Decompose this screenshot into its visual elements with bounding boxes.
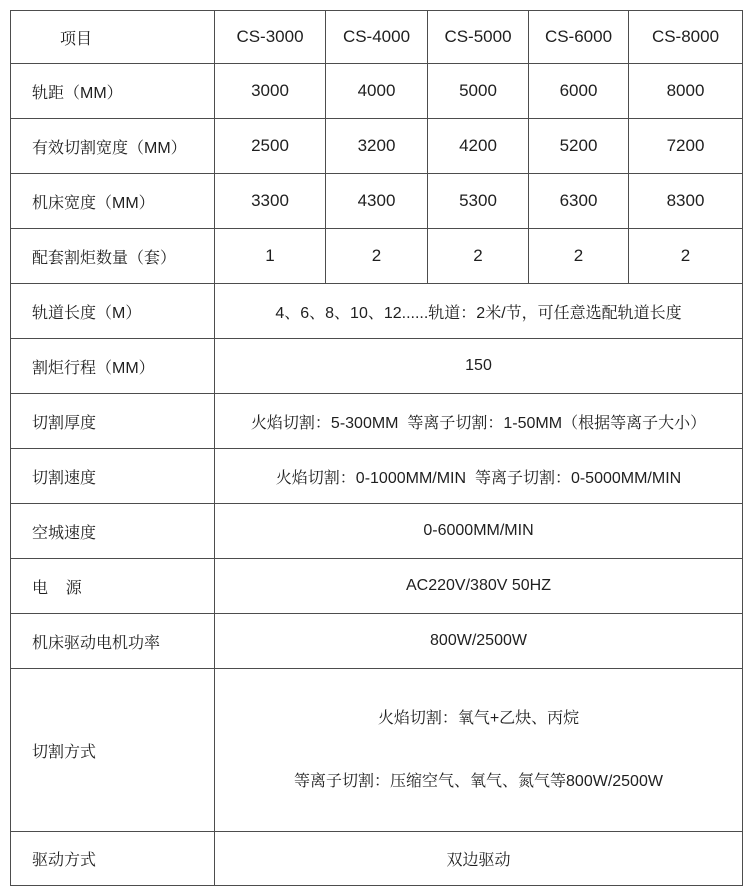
header-model-cs8000: CS-8000 bbox=[629, 11, 743, 64]
table-header-row bbox=[11, 11, 743, 64]
spec-value: 2 bbox=[629, 229, 743, 284]
spec-value: 2 bbox=[529, 229, 629, 284]
row-label: 有效切割宽度（MM） bbox=[11, 119, 215, 174]
row-label: 电 源 bbox=[11, 559, 215, 614]
spec-value: 4200 bbox=[428, 119, 529, 174]
merged-value-line: 火焰切割：氧气+乙炔、丙烷 bbox=[377, 710, 580, 727]
spec-value: 2500 bbox=[215, 119, 326, 174]
row-label: 切割厚度 bbox=[11, 394, 215, 449]
row-label: 机床宽度（MM） bbox=[11, 174, 215, 229]
row-label: 配套割炬数量（套） bbox=[11, 229, 215, 284]
row-label: 轨道长度（M） bbox=[11, 284, 215, 339]
merged-value: 双边驱动 bbox=[215, 832, 743, 886]
table-row-cut-method bbox=[11, 669, 743, 832]
table-row-effective-cut-width bbox=[11, 119, 743, 174]
spec-value: 2 bbox=[326, 229, 428, 284]
header-item-cell: 项目 bbox=[11, 11, 215, 64]
merged-value bbox=[215, 669, 743, 832]
header-model-cs4000: CS-4000 bbox=[326, 11, 428, 64]
header-model-cs6000: CS-6000 bbox=[529, 11, 629, 64]
merged-value: 火焰切割：0-1000MM/MIN 等离子切割：0-5000MM/MIN bbox=[215, 449, 743, 504]
table-row-power-supply bbox=[11, 559, 743, 614]
row-label: 空城速度 bbox=[11, 504, 215, 559]
table-row-drive-method bbox=[11, 832, 743, 886]
spec-table bbox=[10, 10, 743, 886]
row-label: 机床驱动电机功率 bbox=[11, 614, 215, 669]
spec-value: 4300 bbox=[326, 174, 428, 229]
spec-value: 1 bbox=[215, 229, 326, 284]
merged-value: 4、6、8、10、12......轨道：2米/节，可任意选配轨道长度 bbox=[215, 284, 743, 339]
header-model-cs3000: CS-3000 bbox=[215, 11, 326, 64]
merged-value: 150 bbox=[215, 339, 743, 394]
row-label: 割炬行程（MM） bbox=[11, 339, 215, 394]
spec-value: 8300 bbox=[629, 174, 743, 229]
table-row-cut-speed bbox=[11, 449, 743, 504]
spec-value: 3000 bbox=[215, 64, 326, 119]
row-label: 轨距（MM） bbox=[11, 64, 215, 119]
spec-value: 5000 bbox=[428, 64, 529, 119]
table-row-track-length bbox=[11, 284, 743, 339]
spec-value: 3300 bbox=[215, 174, 326, 229]
table-row-idle-speed bbox=[11, 504, 743, 559]
table-row-rail-gauge bbox=[11, 64, 743, 119]
spec-value: 6000 bbox=[529, 64, 629, 119]
table-row-torch-stroke bbox=[11, 339, 743, 394]
merged-value: 800W/2500W bbox=[215, 614, 743, 669]
spec-value: 8000 bbox=[629, 64, 743, 119]
table-row-cut-thickness bbox=[11, 394, 743, 449]
merged-value-line: 等离子切割：压缩空气、氧气、氮气等800W/2500W bbox=[294, 773, 663, 790]
merged-value: 0-6000MM/MIN bbox=[215, 504, 743, 559]
table-row-machine-width bbox=[11, 174, 743, 229]
spec-value: 7200 bbox=[629, 119, 743, 174]
spec-value: 4000 bbox=[326, 64, 428, 119]
spec-value: 5200 bbox=[529, 119, 629, 174]
spec-value: 6300 bbox=[529, 174, 629, 229]
spec-value: 2 bbox=[428, 229, 529, 284]
row-label: 切割方式 bbox=[11, 669, 215, 832]
spec-value: 5300 bbox=[428, 174, 529, 229]
row-label: 切割速度 bbox=[11, 449, 215, 504]
table-row-torch-count bbox=[11, 229, 743, 284]
header-model-cs5000: CS-5000 bbox=[428, 11, 529, 64]
merged-value: AC220V/380V 50HZ bbox=[215, 559, 743, 614]
merged-value: 火焰切割：5-300MM 等离子切割：1-50MM（根据等离子大小） bbox=[215, 394, 743, 449]
spec-value: 3200 bbox=[326, 119, 428, 174]
table-row-drive-motor-power bbox=[11, 614, 743, 669]
row-label: 驱动方式 bbox=[11, 832, 215, 886]
